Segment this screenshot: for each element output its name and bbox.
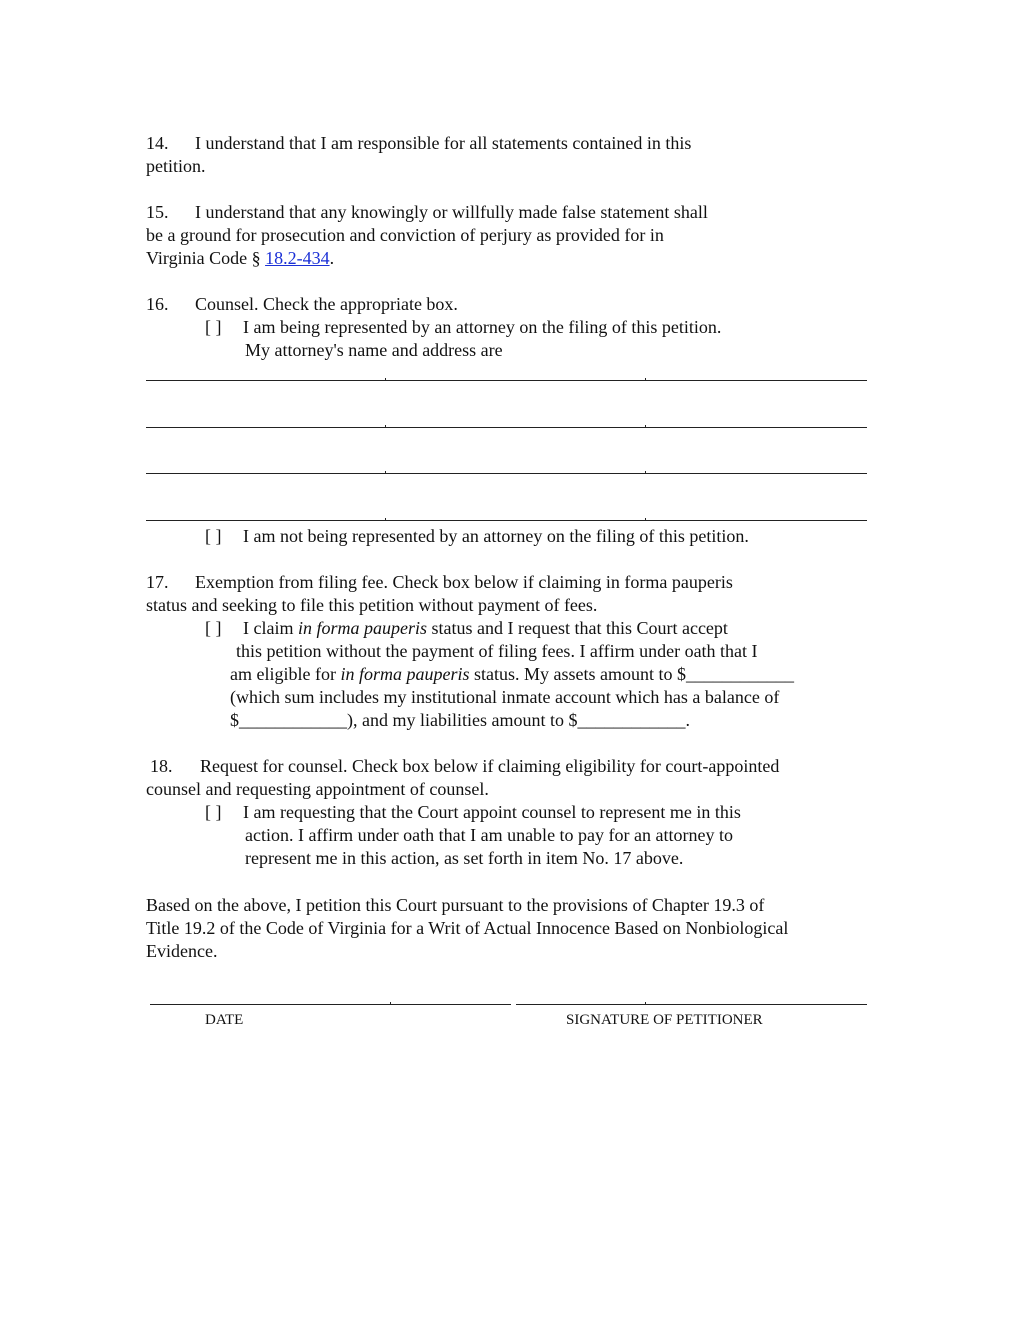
line-joint (645, 378, 646, 381)
item-16-checkbox-represented[interactable]: [ ] (205, 317, 222, 337)
attorney-line-1[interactable] (146, 380, 867, 381)
date-label: DATE (205, 1012, 244, 1028)
item-17-option-c: status and I request that this Court accept (427, 618, 728, 638)
virginia-code-link[interactable]: 18.2-434 (265, 248, 330, 268)
item-18-option-line2: action. I affirm under oath that I am unable to pay for an attorney to (245, 825, 733, 845)
attorney-line-2[interactable] (146, 427, 867, 428)
item-16-attorney-prompt: My attorney's name and address are (245, 340, 503, 360)
line-joint (645, 1002, 646, 1005)
item-15-number: 15. (146, 202, 169, 222)
line-joint (385, 378, 386, 381)
item-15-text-line3 (146, 247, 334, 270)
line-joint (390, 1002, 391, 1005)
item-16-checkbox-not-represented[interactable]: [ ] (205, 526, 222, 546)
item-17-assets-field: status. My assets amount to $____________ (469, 664, 794, 684)
item-18-option-line1: I am requesting that the Court appoint counsel to represent me in this (243, 802, 741, 822)
item-17-option-line3 (230, 663, 794, 686)
item-17-checkbox-pauperis[interactable]: [ ] (205, 618, 222, 638)
item-15-code-prefix: Virginia Code § (146, 248, 266, 268)
item-14-number: 14. (146, 133, 169, 153)
item-16-option-not-represented: I am not being represented by an attorney on the filing of this petition. (243, 526, 749, 546)
closing-line3: Evidence. (146, 941, 218, 961)
line-joint (385, 518, 386, 521)
item-18-number: 18. (150, 756, 173, 776)
signature-line[interactable] (516, 1004, 867, 1005)
item-14-text-line2: petition. (146, 156, 206, 176)
item-17-option-a: I claim (243, 618, 298, 638)
item-18-text-line1: Request for counsel. Check box below if claiming eligibility for court-appointed (200, 756, 780, 776)
item-17-option-line4: (which sum includes my institutional inmate account which has a balance of (230, 687, 780, 707)
item-18-text-line2: counsel and requesting appointment of counsel. (146, 779, 489, 799)
item-16-heading: Counsel. Check the appropriate box. (195, 294, 458, 314)
attorney-line-4[interactable] (146, 520, 867, 521)
item-17-text-line1: Exemption from filing fee. Check box below if claiming in forma pauperis (195, 572, 733, 592)
item-16-option-represented: I am being represented by an attorney on the filing of this petition. (243, 317, 722, 337)
item-18-checkbox-request-counsel[interactable]: [ ] (205, 802, 222, 822)
line-joint (645, 471, 646, 474)
item-17-option-line3-a: am eligible for (230, 664, 341, 684)
closing-line1: Based on the above, I petition this Court pursuant to the provisions of Chapter 19.3 of (146, 895, 765, 915)
item-18-option-line3: represent me in this action, as set forth in item No. 17 above. (245, 848, 684, 868)
item-15-text-line2: be a ground for prosecution and conviction of perjury as provided for in (146, 225, 664, 245)
item-17-option-line2: this petition without the payment of filing fees. I affirm under oath that I (236, 641, 758, 661)
date-line[interactable] (150, 1004, 511, 1005)
item-15-text-line1: I understand that any knowingly or willfully made false statement shall (195, 202, 708, 222)
attorney-line-3[interactable] (146, 473, 867, 474)
line-joint (385, 425, 386, 428)
line-joint (645, 425, 646, 428)
item-16-number: 16. (146, 294, 169, 314)
item-17-number: 17. (146, 572, 169, 592)
closing-line2: Title 19.2 of the Code of Virginia for a Writ of Actual Innocence Based on Nonbiological (146, 918, 789, 938)
line-joint (385, 471, 386, 474)
item-15-code-suffix: . (329, 248, 335, 268)
line-joint (645, 518, 646, 521)
signature-label: SIGNATURE OF PETITIONER (566, 1012, 763, 1028)
item-17-option-line5: $____________), and my liabilities amount to $____________. (230, 710, 690, 730)
item-17-text-line2: status and seeking to file this petition without payment of fees. (146, 595, 598, 615)
item-17-option-b: in forma pauperis (297, 618, 427, 638)
item-17-option-line1 (243, 617, 728, 640)
item-17-option-line3-b: in forma pauperis (340, 664, 470, 684)
item-14-text-line1: I understand that I am responsible for all statements contained in this (195, 133, 692, 153)
